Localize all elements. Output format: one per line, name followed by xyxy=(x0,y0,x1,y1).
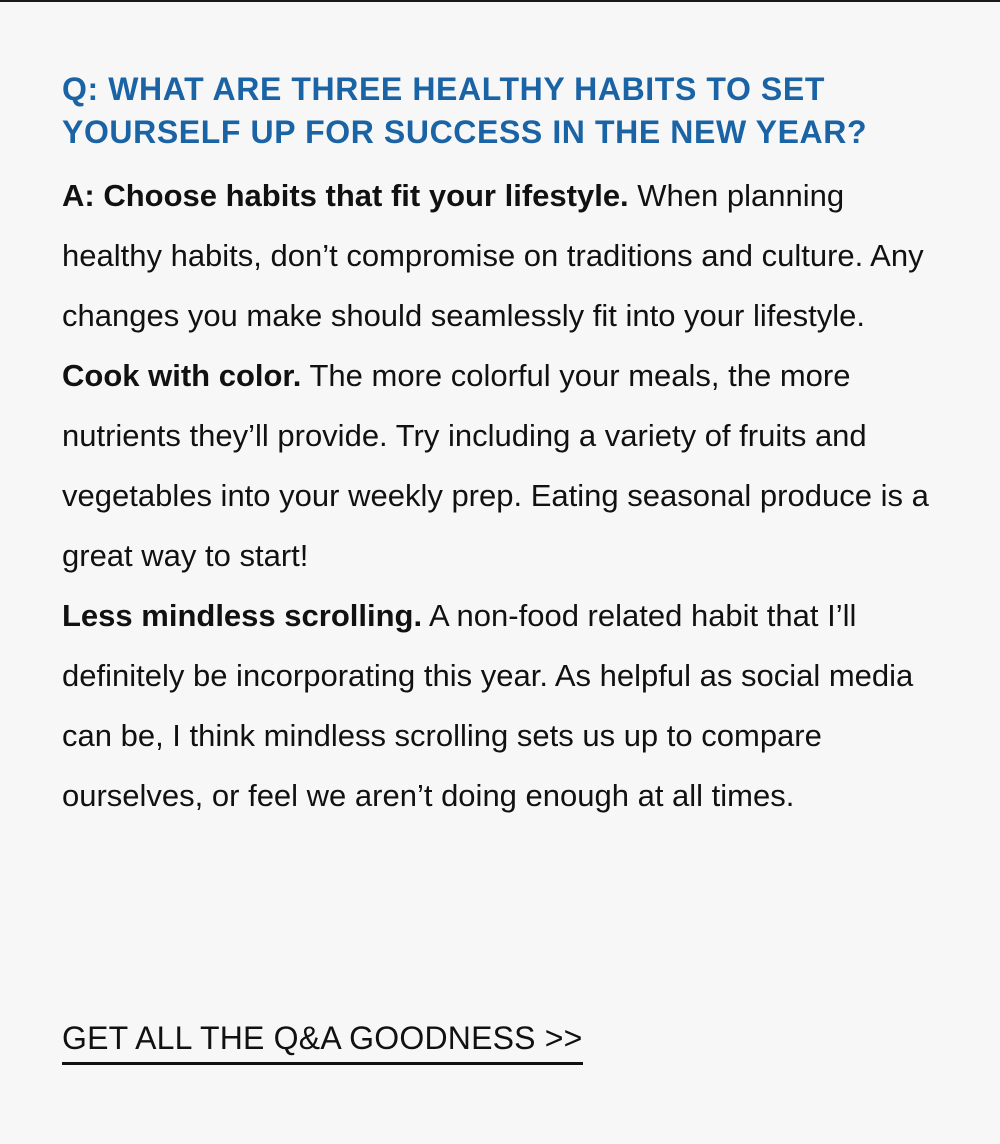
answer-text-lifestyle: When planning healthy habits, don’t compromise on traditions and culture. Any changes you make should seamlessly fit into your lifestyle. xyxy=(62,178,924,333)
answer-text-scrolling: A non-food related habit that I’ll definitely be incorporating this year. As helpful as social media can be, I think mindless scrolling sets us up to compare ourselves, or feel we aren’t doing enough at all times. xyxy=(62,598,914,813)
qa-section xyxy=(62,68,942,826)
get-qa-link[interactable]: GET ALL THE Q&A GOODNESS >> xyxy=(62,1016,583,1065)
question-heading: Q: WHAT ARE THREE HEALTHY HABITS TO SET YOURSELF UP FOR SUCCESS IN THE NEW YEAR? xyxy=(62,71,868,150)
answer-lead-color: Cook with color. xyxy=(62,358,302,393)
answer-lead-scrolling: Less mindless scrolling. xyxy=(62,598,423,633)
top-divider xyxy=(0,0,1000,2)
answer-paragraph-lifestyle xyxy=(62,166,942,346)
answer-paragraph-scrolling xyxy=(62,586,942,826)
answer-paragraph-color xyxy=(62,346,942,586)
answer-lead-lifestyle: A: Choose habits that fit your lifestyle. xyxy=(62,178,629,213)
answer-text-color: The more colorful your meals, the more nutrients they’ll provide. Try including a variety of fruits and vegetables into your weekly prep. Eating seasonal produce is a great way to start! xyxy=(62,358,929,573)
answer-body xyxy=(62,166,942,826)
cta-container xyxy=(62,1016,583,1065)
